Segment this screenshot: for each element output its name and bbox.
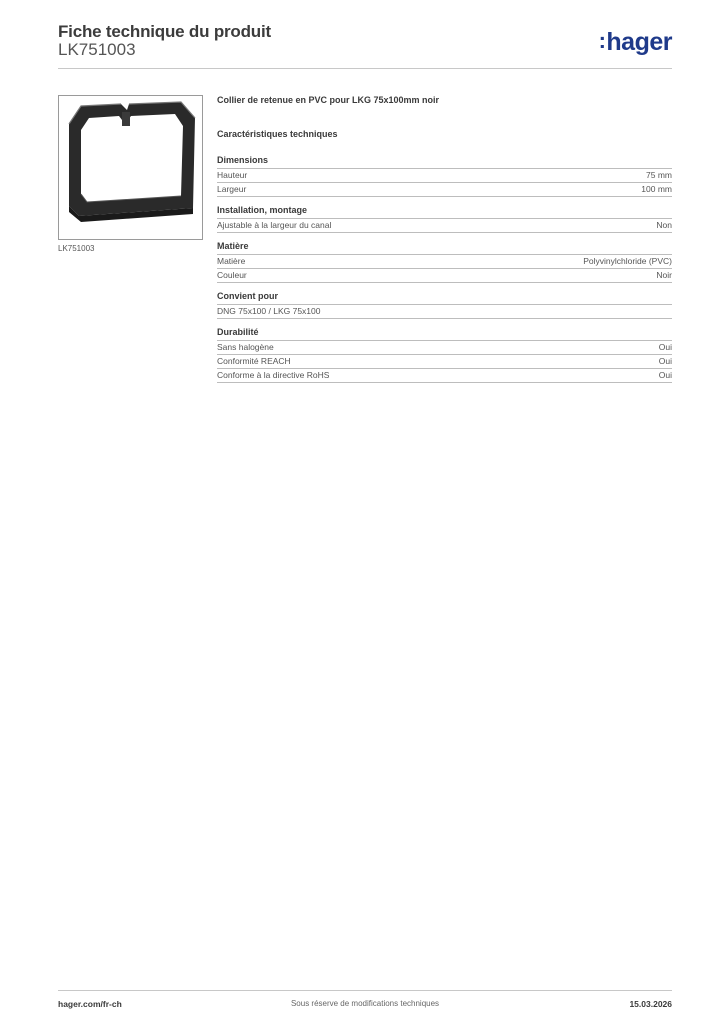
spec-row [217,305,672,319]
spec-group-title: Convient pour [217,291,672,305]
spec-value: 100 mm [641,184,672,194]
footer-website[interactable]: hager.com/fr-ch [58,999,122,1009]
page-footer [58,990,672,1015]
spec-label: Sans halogène [217,342,274,352]
spec-value: Oui [658,342,672,352]
spec-group-title: Durabilité [217,327,672,341]
spec-label: Hauteur [217,170,248,180]
spec-label: Conformité REACH [217,356,291,366]
spec-row [217,255,672,269]
spec-group-title: Dimensions [217,155,672,169]
spec-label: Couleur [217,270,247,280]
spec-group [217,205,672,233]
spec-value: Polyvinylchloride (PVC) [583,256,672,266]
spec-label: Conforme à la directive RoHS [217,370,330,380]
spec-value: 75 mm [646,170,672,180]
spec-row [217,219,672,233]
spec-row [217,369,672,383]
spec-value: Oui [658,356,672,366]
image-caption: LK751003 [58,244,95,253]
spec-group [217,327,672,383]
footer-notice: Sous réserve de modifications techniques [290,999,440,1008]
spec-row [217,269,672,283]
cable-retainer-clip-icon [59,96,202,239]
footer-date: 15.03.2026 [629,999,672,1009]
spec-label: DNG 75x100 / LKG 75x100 [217,306,321,316]
spec-value: Noir [656,270,672,280]
spec-content [217,95,672,391]
spec-label: Matière [217,256,246,266]
spec-row [217,355,672,369]
tech-heading: Caractéristiques techniques [217,129,338,139]
spec-group-title: Matière [217,241,672,255]
spec-group [217,155,672,197]
product-image [58,95,203,240]
spec-groups [217,155,672,383]
logo-text: hager [606,28,672,56]
spec-group [217,291,672,319]
product-description: Collier de retenue en PVC pour LKG 75x100mm noir [217,95,440,105]
spec-value: Oui [658,370,672,380]
spec-row [217,341,672,355]
spec-group [217,241,672,283]
page-header [58,20,672,69]
page-title: Fiche technique du produit [58,22,271,41]
hager-logo: :hager [598,28,672,56]
spec-row [217,183,672,197]
spec-row [217,169,672,183]
spec-label: Ajustable à la largeur du canal [217,220,332,230]
spec-label: Largeur [217,184,247,194]
product-code: LK751003 [58,40,136,59]
spec-group-title: Installation, montage [217,205,672,219]
spec-value: Non [656,220,672,230]
